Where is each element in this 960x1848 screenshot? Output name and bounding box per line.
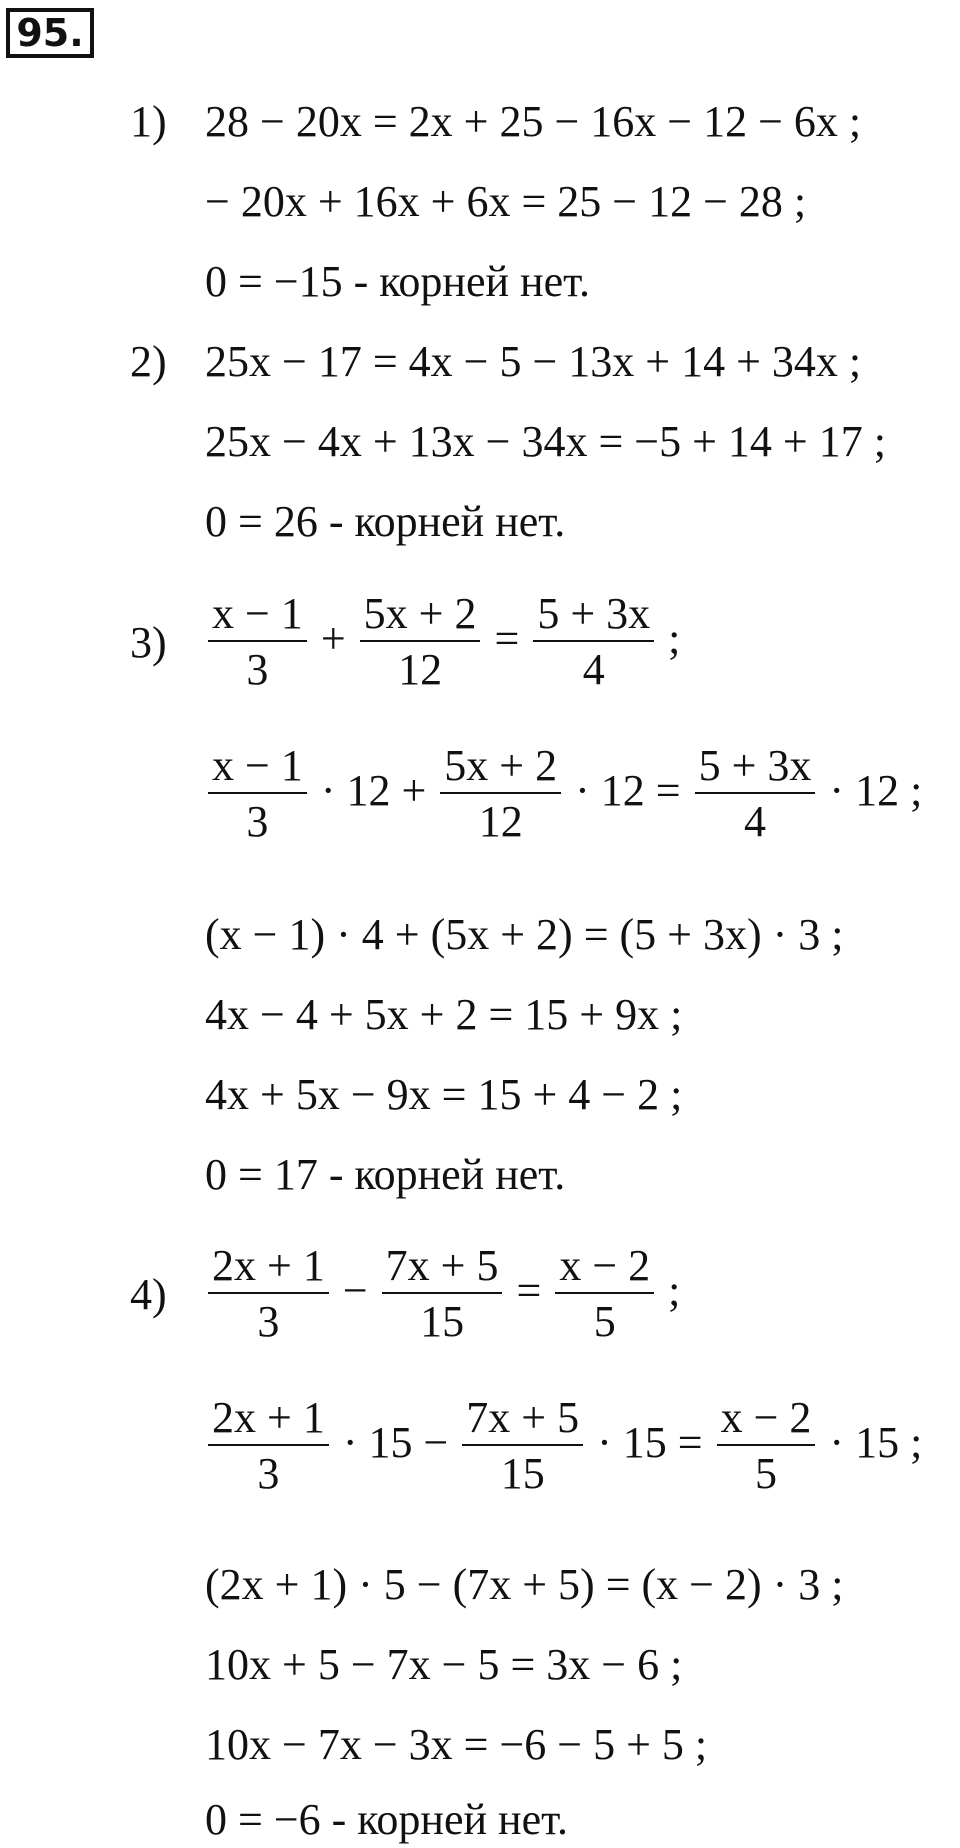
fraction-numerator: 5x + 2 — [444, 741, 558, 790]
part-4-line-2: 10x + 5 − 7x − 5 = 3x − 6 ; — [205, 1640, 683, 1689]
fraction-numerator: 2x + 1 — [212, 1393, 325, 1442]
fraction-numerator: 2x + 1 — [212, 1241, 325, 1290]
part-2-line-3: 0 = 26 - корней нет. — [205, 497, 566, 546]
part-4-fraction-multiplied — [205, 1392, 922, 1502]
multiplier: · 15 = — [597, 1418, 703, 1468]
multiplier: · 12 = — [575, 766, 681, 816]
part-3-line-4: 0 = 17 - корней нет. — [205, 1150, 566, 1199]
part-4-line-1: (2x + 1) · 5 − (7x + 5) = (x − 2) · 3 ; — [205, 1560, 844, 1609]
fraction-denominator: 15 — [500, 1449, 545, 1498]
fraction — [717, 1392, 816, 1502]
multiplier: · 12 ; — [829, 766, 923, 816]
fraction-denominator: 12 — [478, 797, 523, 846]
fraction-denominator: 4 — [582, 645, 605, 694]
multiplier: · 15 − — [342, 1418, 449, 1468]
fraction-numerator: 7x + 5 — [466, 1393, 580, 1442]
fraction — [462, 1392, 583, 1502]
part-2-line-2: 25x − 4x + 13x − 34x = −5 + 14 + 17 ; — [205, 417, 886, 466]
part-3-line-2: 4x − 4 + 5x + 2 = 15 + 9x ; — [205, 990, 683, 1039]
part-3-fraction-equation — [205, 588, 680, 698]
fraction-numerator: 5 + 3x — [698, 741, 812, 790]
fraction — [208, 740, 307, 850]
fraction-numerator: x − 1 — [212, 589, 303, 638]
fraction — [533, 588, 654, 698]
semicolon: ; — [668, 614, 681, 664]
part-1-line-3: 0 = −15 - корней нет. — [205, 257, 591, 306]
part-3-fraction-multiplied — [205, 740, 922, 850]
fraction-denominator: 3 — [257, 1297, 280, 1346]
fraction-numerator: 5 + 3x — [537, 589, 651, 638]
part-1-line-1: 28 − 20x = 2x + 25 − 16x − 12 − 6x ; — [205, 97, 862, 146]
fraction — [208, 1392, 329, 1502]
fraction — [555, 1240, 654, 1350]
operator: + — [320, 614, 346, 664]
problem-number: 95. — [6, 8, 94, 58]
part-2-label: 2) — [130, 337, 167, 386]
semicolon: ; — [668, 1266, 681, 1316]
part-1-label: 1) — [130, 97, 167, 146]
equals-sign: = — [516, 1266, 542, 1316]
part-3-line-3: 4x + 5x − 9x = 15 + 4 − 2 ; — [205, 1070, 683, 1119]
part-4-line-4: 0 = −6 - корней нет. — [205, 1795, 569, 1844]
fraction — [382, 1240, 503, 1350]
fraction-numerator: 5x + 2 — [363, 589, 477, 638]
fraction — [208, 588, 307, 698]
part-3-line-1: (x − 1) · 4 + (5x + 2) = (5 + 3x) · 3 ; — [205, 910, 844, 959]
fraction-denominator: 3 — [246, 645, 269, 694]
fraction — [440, 740, 561, 850]
fraction-denominator: 5 — [755, 1449, 777, 1498]
fraction-denominator: 5 — [593, 1297, 616, 1346]
fraction-denominator: 15 — [420, 1297, 465, 1346]
part-4-line-3: 10x − 7x − 3x = −6 − 5 + 5 ; — [205, 1720, 708, 1769]
part-2-line-1: 25x − 17 = 4x − 5 − 13x + 14 + 34x ; — [205, 337, 862, 386]
fraction-numerator: x − 1 — [212, 741, 303, 790]
fraction-numerator: 7x + 5 — [385, 1241, 499, 1290]
part-1-line-2: − 20x + 16x + 6x = 25 − 12 − 28 ; — [205, 177, 807, 226]
operator: − — [342, 1266, 368, 1316]
fraction-denominator: 4 — [744, 797, 766, 846]
multiplier: · 12 + — [320, 766, 427, 816]
fraction-denominator: 3 — [257, 1449, 280, 1498]
multiplier: · 15 ; — [829, 1418, 923, 1468]
fraction — [360, 588, 481, 698]
equals-sign: = — [494, 614, 520, 664]
fraction-numerator: x − 2 — [720, 1393, 812, 1442]
part-4-fraction-equation — [205, 1240, 680, 1350]
fraction — [695, 740, 816, 850]
fraction-denominator: 3 — [246, 797, 269, 846]
part-3-label: 3) — [130, 618, 167, 667]
fraction-denominator: 12 — [398, 645, 443, 694]
fraction — [208, 1240, 329, 1350]
fraction-numerator: x − 2 — [559, 1241, 651, 1290]
part-4-label: 4) — [130, 1270, 167, 1319]
